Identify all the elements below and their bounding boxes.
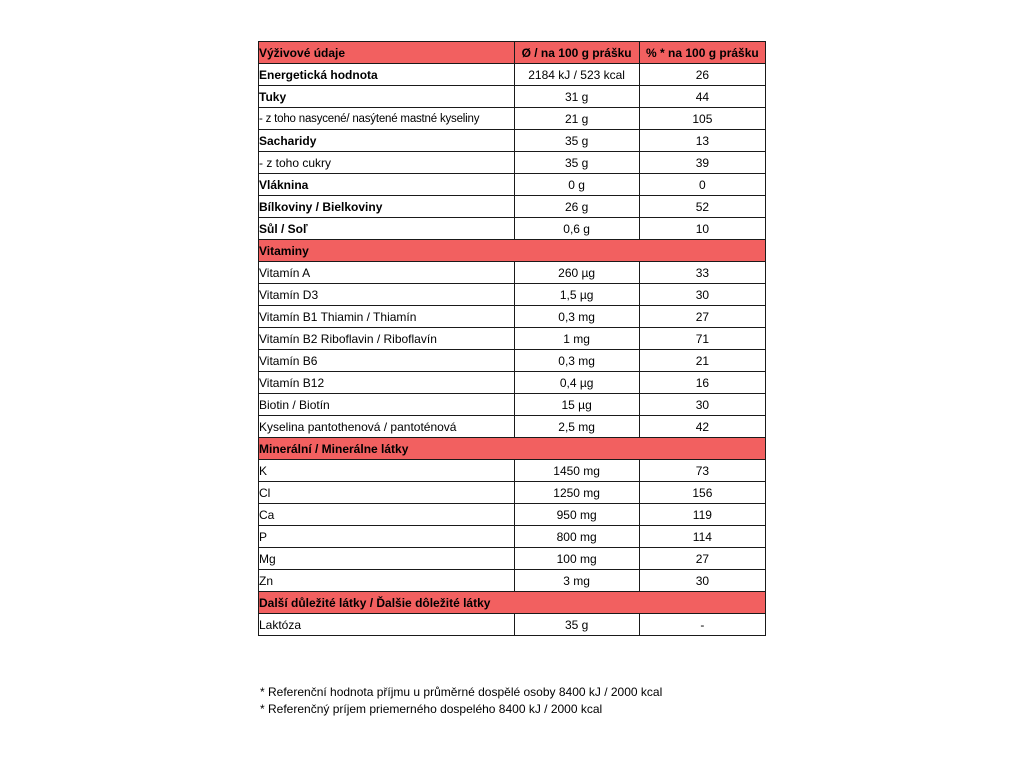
row-value: 35 g: [514, 130, 639, 152]
table-row: [259, 262, 766, 284]
row-value: 0 g: [514, 174, 639, 196]
nutrition-table: [258, 41, 766, 636]
row-name: - z toho cukry: [259, 152, 515, 174]
row-value: 35 g: [514, 152, 639, 174]
section-header-minerals: [259, 438, 766, 460]
row-percent: -: [639, 614, 765, 636]
table-row: [259, 328, 766, 350]
table-row: [259, 482, 766, 504]
section-title: Vitaminy: [259, 240, 766, 262]
row-name: Vitamín B12: [259, 372, 515, 394]
row-percent: 30: [639, 570, 765, 592]
row-value: 21 g: [514, 108, 639, 130]
table-row: [259, 548, 766, 570]
row-name: Sacharidy: [259, 130, 515, 152]
row-percent: 13: [639, 130, 765, 152]
row-value: 950 mg: [514, 504, 639, 526]
row-percent: 33: [639, 262, 765, 284]
row-name: Bílkoviny / Bielkoviny: [259, 196, 515, 218]
table-row: [259, 196, 766, 218]
section-header-other: [259, 592, 766, 614]
row-percent: 16: [639, 372, 765, 394]
footnotes: [260, 684, 662, 718]
row-name: Vitamín B6: [259, 350, 515, 372]
table-row: [259, 460, 766, 482]
row-percent: 42: [639, 416, 765, 438]
table-title: Výživové údaje: [259, 42, 515, 64]
row-percent: 73: [639, 460, 765, 482]
row-value: 1,5 µg: [514, 284, 639, 306]
table-row: [259, 526, 766, 548]
row-value: 31 g: [514, 86, 639, 108]
row-value: 260 µg: [514, 262, 639, 284]
row-name: - z toho nasycené/ nasýtené mastné kyseliny: [259, 108, 515, 130]
row-value: 2184 kJ / 523 kcal: [514, 64, 639, 86]
row-value: 0,3 mg: [514, 306, 639, 328]
row-name: Vitamín A: [259, 262, 515, 284]
row-name: K: [259, 460, 515, 482]
row-name: Ca: [259, 504, 515, 526]
table-row: [259, 570, 766, 592]
row-percent: 30: [639, 284, 765, 306]
column-header-value: Ø / na 100 g prášku: [514, 42, 639, 64]
row-percent: 27: [639, 306, 765, 328]
column-header-percent: % * na 100 g prášku: [639, 42, 765, 64]
footnote-sk: * Referenčný príjem priemerného dospelého 8400 kJ / 2000 kcal: [260, 702, 603, 716]
row-percent: 0: [639, 174, 765, 196]
table-row: [259, 218, 766, 240]
row-percent: 119: [639, 504, 765, 526]
table-row: [259, 394, 766, 416]
row-percent: 39: [639, 152, 765, 174]
table-row: [259, 284, 766, 306]
section-header-vitamins: [259, 240, 766, 262]
row-value: 0,6 g: [514, 218, 639, 240]
row-name: Cl: [259, 482, 515, 504]
footnote-cz: * Referenční hodnota příjmu u průměrné dospělé osoby 8400 kJ / 2000 kcal: [260, 685, 663, 699]
row-value: 26 g: [514, 196, 639, 218]
table-row: [259, 504, 766, 526]
row-value: 1450 mg: [514, 460, 639, 482]
table-row: [259, 372, 766, 394]
row-name: Biotin / Biotín: [259, 394, 515, 416]
table-row: [259, 350, 766, 372]
table-row: [259, 152, 766, 174]
row-name: Energetická hodnota: [259, 64, 515, 86]
row-name: P: [259, 526, 515, 548]
row-percent: 156: [639, 482, 765, 504]
section-title: Minerální / Minerálne látky: [259, 438, 766, 460]
table-row: [259, 416, 766, 438]
row-value: 1250 mg: [514, 482, 639, 504]
row-value: 3 mg: [514, 570, 639, 592]
section-title: Další důležité látky / Ďalšie dôležité látky: [259, 592, 766, 614]
table-header-row: [259, 42, 766, 64]
row-value: 2,5 mg: [514, 416, 639, 438]
row-percent: 105: [639, 108, 765, 130]
row-name: Vitamín B1 Thiamin / Thiamín: [259, 306, 515, 328]
row-percent: 27: [639, 548, 765, 570]
table-row: [259, 174, 766, 196]
row-value: 35 g: [514, 614, 639, 636]
row-percent: 71: [639, 328, 765, 350]
table-row: [259, 108, 766, 130]
row-value: 0,3 mg: [514, 350, 639, 372]
table-row: [259, 64, 766, 86]
row-percent: 52: [639, 196, 765, 218]
row-percent: 114: [639, 526, 765, 548]
table-row: [259, 614, 766, 636]
row-name: Kyselina pantothenová / pantoténová: [259, 416, 515, 438]
row-value: 0,4 µg: [514, 372, 639, 394]
row-value: 100 mg: [514, 548, 639, 570]
row-name: Sůl / Soľ: [259, 218, 515, 240]
row-percent: 10: [639, 218, 765, 240]
row-value: 15 µg: [514, 394, 639, 416]
row-percent: 26: [639, 64, 765, 86]
table-row: [259, 306, 766, 328]
row-value: 800 mg: [514, 526, 639, 548]
row-name: Tuky: [259, 86, 515, 108]
row-name: Zn: [259, 570, 515, 592]
row-name: Vitamín B2 Riboflavin / Riboflavín: [259, 328, 515, 350]
table-row: [259, 86, 766, 108]
row-name: Laktóza: [259, 614, 515, 636]
row-value: 1 mg: [514, 328, 639, 350]
row-percent: 44: [639, 86, 765, 108]
row-name: Vitamín D3: [259, 284, 515, 306]
row-percent: 30: [639, 394, 765, 416]
table-row: [259, 130, 766, 152]
row-name: Vláknina: [259, 174, 515, 196]
row-name: Mg: [259, 548, 515, 570]
row-percent: 21: [639, 350, 765, 372]
